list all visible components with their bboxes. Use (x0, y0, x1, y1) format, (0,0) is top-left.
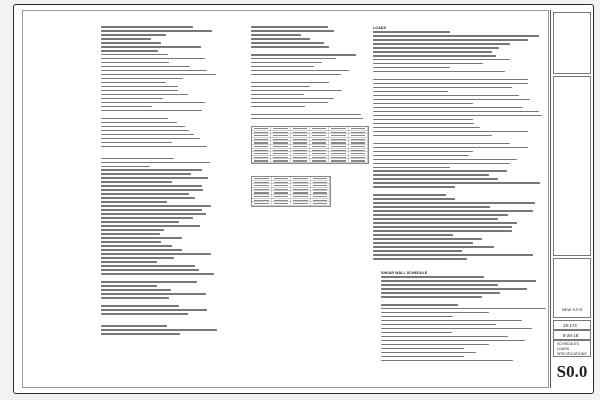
table-cell (329, 131, 348, 134)
table-cell (329, 156, 348, 159)
text-line (101, 233, 160, 235)
table-cell (272, 195, 292, 198)
text-line (251, 86, 310, 88)
text-line (251, 34, 301, 36)
text-line (373, 258, 467, 260)
paragraph-gap (373, 139, 551, 143)
text-line (373, 115, 542, 117)
table-cell (291, 199, 311, 202)
text-line (373, 230, 512, 232)
table-row (252, 159, 368, 163)
table-cell (349, 156, 368, 159)
table-row (252, 202, 330, 206)
text-line (373, 87, 512, 89)
text-line (381, 312, 489, 314)
text-line (101, 50, 158, 52)
text-line (373, 59, 510, 61)
table-cell (252, 191, 272, 194)
text-line (373, 91, 448, 93)
text-line (381, 296, 482, 298)
text-line (101, 110, 202, 112)
text-line (101, 237, 182, 239)
stamp-text: NEW S.F.R. (562, 307, 584, 312)
text-line (373, 206, 490, 208)
text-line (101, 241, 161, 243)
text-line (101, 82, 166, 84)
table-cell (349, 141, 368, 144)
text-line (381, 336, 508, 338)
shear-wall-heading: SHEAR WALL SCHEDULE (381, 271, 428, 275)
table-cell (271, 141, 290, 144)
table-cell (271, 131, 290, 134)
text-line (381, 360, 513, 362)
text-line (101, 313, 188, 315)
text-line (101, 265, 195, 267)
text-line (381, 320, 522, 322)
table-cell (291, 191, 311, 194)
text-line (381, 324, 496, 326)
text-line (373, 127, 480, 129)
text-line (101, 94, 188, 96)
table-cell (310, 138, 329, 141)
firm-logo-box (553, 12, 591, 74)
text-line (101, 54, 168, 56)
text-line (251, 118, 363, 120)
text-line (381, 308, 546, 310)
text-line (251, 82, 329, 84)
table-cell (310, 134, 329, 137)
text-line (101, 193, 189, 195)
text-line (373, 198, 455, 200)
text-line (101, 66, 190, 68)
table-cell (252, 141, 271, 144)
table-cell (252, 138, 271, 141)
sheet-title-2: LOADS (557, 347, 570, 351)
table-cell (272, 181, 292, 184)
text-line (101, 217, 193, 219)
table-cell (310, 141, 329, 144)
table-cell (349, 134, 368, 137)
text-line (373, 250, 462, 252)
text-line (373, 167, 450, 169)
text-line (251, 26, 328, 28)
text-line (251, 38, 310, 40)
date: 8-26-18 (563, 333, 579, 338)
table-cell (272, 199, 292, 202)
text-line (101, 185, 202, 187)
text-line (101, 142, 172, 144)
text-line (101, 90, 178, 92)
table-cell (271, 134, 290, 137)
text-line (101, 333, 180, 335)
table-cell (311, 177, 331, 180)
table-cell (291, 127, 310, 130)
text-line (101, 305, 179, 307)
table-cell (310, 156, 329, 159)
table-cell (252, 177, 272, 180)
text-line (373, 131, 528, 133)
text-line (373, 79, 528, 81)
text-line (251, 58, 336, 60)
text-line (373, 143, 510, 145)
text-line (373, 35, 539, 37)
table-cell (311, 199, 331, 202)
text-line (251, 62, 322, 64)
text-line (101, 205, 211, 207)
text-line (101, 285, 157, 287)
text-line (101, 213, 206, 215)
table-cell (291, 134, 310, 137)
table-cell (272, 184, 292, 187)
text-line (101, 189, 203, 191)
table-cell (252, 145, 271, 148)
text-line (381, 344, 489, 346)
text-line (101, 201, 167, 203)
table-cell (310, 149, 329, 152)
text-line (373, 222, 517, 224)
table-cell (329, 145, 348, 148)
text-line (381, 284, 498, 286)
text-line (101, 74, 216, 76)
text-line (373, 107, 523, 109)
text-line (251, 74, 341, 76)
table-cell (252, 134, 271, 137)
text-line (373, 163, 510, 165)
table-cell (329, 138, 348, 141)
text-line (373, 234, 453, 236)
text-line (101, 42, 161, 44)
stamp-box (553, 258, 591, 318)
text-line (101, 78, 183, 80)
table-cell (271, 156, 290, 159)
table-cell (272, 191, 292, 194)
text-line (101, 146, 207, 148)
text-line (101, 209, 202, 211)
text-line (373, 194, 446, 196)
text-line (251, 94, 304, 96)
text-line (373, 254, 533, 256)
schedule-table-a (251, 126, 369, 164)
revision-box (553, 76, 591, 256)
text-line (101, 249, 182, 251)
text-line (381, 332, 452, 334)
text-line (101, 261, 157, 263)
text-line (101, 70, 207, 72)
text-line (373, 71, 505, 73)
text-line (101, 329, 217, 331)
table-cell (311, 202, 331, 205)
table-cell (311, 184, 331, 187)
text-line (101, 309, 207, 311)
date-box (553, 330, 591, 340)
paragraph-gap (101, 154, 223, 158)
table-cell (252, 127, 271, 130)
sheet-title-1: SCHEDULES (557, 342, 579, 346)
drawing-sheet (13, 4, 594, 394)
table-cell (349, 145, 368, 148)
text-line (381, 352, 476, 354)
text-line (101, 245, 172, 247)
text-line (101, 34, 166, 36)
table-cell (291, 184, 311, 187)
table-cell (291, 195, 311, 198)
text-line (381, 292, 500, 294)
text-line (251, 54, 356, 56)
table-cell (291, 202, 311, 205)
table-cell (291, 141, 310, 144)
table-cell (272, 177, 292, 180)
text-line (101, 229, 164, 231)
text-line (373, 47, 499, 49)
text-line (101, 169, 202, 171)
text-line (101, 281, 197, 283)
table-cell (349, 149, 368, 152)
table-cell (329, 159, 348, 162)
text-line (101, 257, 174, 259)
text-line (101, 181, 172, 183)
text-line (251, 46, 329, 48)
table-cell (349, 127, 368, 130)
text-line (101, 273, 214, 275)
table-cell (272, 188, 292, 191)
text-line (373, 210, 533, 212)
text-line (373, 214, 508, 216)
text-line (101, 122, 177, 124)
text-line (101, 62, 169, 64)
table-cell (311, 195, 331, 198)
table-cell (291, 181, 311, 184)
text-line (373, 178, 498, 180)
table-cell (310, 131, 329, 134)
text-line (381, 356, 464, 358)
shear-wall-schedule (381, 271, 553, 381)
table-cell (291, 145, 310, 148)
text-line (101, 102, 205, 104)
text-line (373, 226, 512, 228)
text-line (101, 325, 167, 327)
text-line (101, 158, 174, 160)
text-line (101, 166, 150, 168)
text-line (251, 42, 324, 44)
table-cell (271, 149, 290, 152)
table-cell (291, 188, 311, 191)
loads-heading: LOADS (373, 26, 387, 30)
table-cell (310, 159, 329, 162)
table-cell (291, 156, 310, 159)
text-line (373, 182, 540, 184)
text-line (101, 26, 193, 28)
table-cell (271, 127, 290, 130)
table-cell (252, 159, 271, 162)
text-line (373, 103, 473, 105)
text-line (373, 159, 517, 161)
text-line (373, 202, 535, 204)
drawing-area (22, 10, 549, 388)
text-line (101, 173, 191, 175)
table-cell (291, 159, 310, 162)
text-line (101, 289, 171, 291)
table-cell (311, 188, 331, 191)
text-line (251, 30, 334, 32)
table-cell (252, 152, 271, 155)
table-cell (349, 152, 368, 155)
text-line (101, 30, 212, 32)
text-line (373, 246, 494, 248)
text-line (373, 170, 507, 172)
table-cell (329, 141, 348, 144)
text-line (373, 155, 469, 157)
text-line (251, 70, 349, 72)
table-cell (271, 152, 290, 155)
sheet-title-box (553, 340, 591, 357)
table-cell (252, 199, 272, 202)
text-line (251, 106, 305, 108)
text-line (101, 177, 208, 179)
text-line (251, 90, 342, 92)
table-cell (271, 159, 290, 162)
text-line (251, 114, 361, 116)
text-line (101, 293, 206, 295)
text-line (373, 99, 530, 101)
text-line (101, 162, 210, 164)
text-line (381, 276, 484, 278)
text-line (101, 197, 195, 199)
table-cell (291, 177, 311, 180)
text-line (381, 348, 464, 350)
table-cell (291, 138, 310, 141)
text-line (373, 123, 474, 125)
text-line (101, 269, 199, 271)
table-cell (272, 202, 292, 205)
schedule-table-b (251, 176, 331, 207)
table-cell (329, 134, 348, 137)
text-line (381, 304, 458, 306)
text-line (373, 67, 450, 69)
text-line (373, 119, 473, 121)
title-block (550, 10, 592, 388)
text-line (373, 55, 496, 57)
table-cell (271, 145, 290, 148)
sheet-number: S0.0 (556, 362, 588, 381)
text-line (251, 102, 328, 104)
text-line (101, 297, 169, 299)
table-cell (291, 149, 310, 152)
text-line (373, 174, 489, 176)
text-line (101, 98, 163, 100)
text-line (101, 221, 179, 223)
text-line (373, 111, 539, 113)
table-cell (349, 131, 368, 134)
text-line (381, 340, 525, 342)
text-line (101, 134, 194, 136)
table-cell (252, 181, 272, 184)
table-cell (252, 131, 271, 134)
text-line (373, 83, 528, 85)
text-line (373, 147, 528, 149)
table-cell (329, 149, 348, 152)
text-line (373, 31, 450, 33)
text-line (381, 316, 453, 318)
text-line (101, 253, 211, 255)
text-line (373, 135, 492, 137)
text-line (381, 288, 527, 290)
text-line (381, 328, 532, 330)
text-line (101, 46, 201, 48)
table-cell (252, 184, 272, 187)
table-cell (311, 191, 331, 194)
text-line (373, 95, 519, 97)
text-line (101, 58, 205, 60)
text-line (373, 151, 473, 153)
project-number-box (553, 320, 591, 330)
table-cell (349, 159, 368, 162)
table-cell (291, 152, 310, 155)
table-cell (329, 127, 348, 130)
text-line (251, 98, 334, 100)
table-cell (252, 149, 271, 152)
text-line (251, 66, 314, 68)
text-line (373, 238, 482, 240)
text-line (101, 38, 151, 40)
table-cell (252, 202, 272, 205)
text-line (101, 106, 152, 108)
text-line (373, 39, 528, 41)
table-cell (252, 188, 272, 191)
project-number: 18-173 (563, 323, 577, 328)
loads-column (373, 26, 551, 271)
text-line (373, 242, 473, 244)
general-notes-column (101, 26, 223, 351)
text-line (101, 86, 178, 88)
table-cell (310, 127, 329, 130)
table-cell (310, 152, 329, 155)
text-line (381, 280, 536, 282)
table-cell (329, 152, 348, 155)
table-cell (271, 138, 290, 141)
text-line (373, 186, 455, 188)
text-line (101, 126, 185, 128)
text-line (101, 138, 200, 140)
table-cell (310, 145, 329, 148)
sheet-title-3: SPECIFICATIONS (557, 352, 587, 356)
table-cell (349, 138, 368, 141)
text-line (373, 51, 492, 53)
table-cell (291, 131, 310, 134)
text-line (373, 63, 483, 65)
text-line (101, 130, 189, 132)
text-line (373, 43, 510, 45)
table-cell (311, 181, 331, 184)
text-line (101, 118, 168, 120)
text-line (373, 218, 498, 220)
text-line (101, 225, 200, 227)
table-cell (252, 195, 272, 198)
table-cell (252, 156, 271, 159)
